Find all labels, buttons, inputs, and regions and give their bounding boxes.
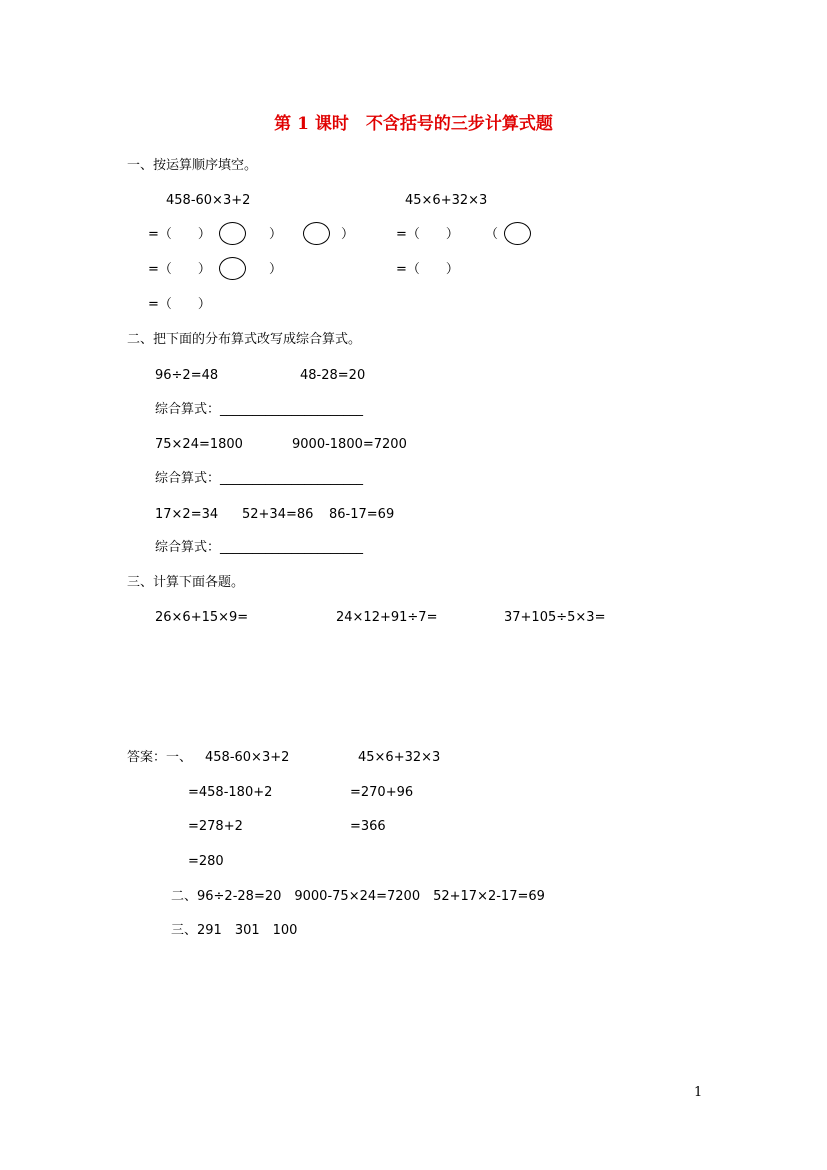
answer3: 三、291 301 100: [171, 923, 298, 938]
left-row2-paren: ）: [269, 262, 283, 277]
answer1-right-step2: =366: [350, 819, 386, 834]
problem-1: 26×6+15×9=: [155, 610, 249, 625]
section2-heading: 二、把下面的分布算式改写成综合算式。: [127, 332, 362, 347]
g1-step2: 48-28=20: [300, 368, 366, 383]
operator-circle: [303, 222, 330, 245]
left-row2-blank: =（ ）: [148, 262, 211, 277]
problem-3: 37+105÷5×3=: [504, 610, 606, 625]
operator-circle: [219, 222, 246, 245]
section3-heading: 三、计算下面各题。: [127, 575, 245, 590]
answer1-left-step2: =278+2: [188, 819, 243, 834]
g3-step1: 17×2=34: [155, 507, 219, 522]
left-row1-paren: ）: [269, 227, 283, 242]
answer1-left-expr: 458-60×3+2: [205, 750, 290, 765]
g3-step2: 52+34=86: [242, 507, 314, 522]
right-row1-paren: （: [485, 227, 499, 242]
section1-expr-right: 45×6+32×3: [405, 193, 488, 208]
g2-step1: 75×24=1800: [155, 437, 243, 452]
answers-label: 答案：一、: [127, 750, 193, 765]
operator-circle: [504, 222, 531, 245]
answer2: 二、96÷2-28=20 9000-75×24=7200 52+17×2-17=69: [171, 889, 545, 904]
page-number: 1: [694, 1085, 703, 1100]
left-row3-blank: =（ ）: [148, 297, 211, 312]
right-row2-blank: =（ ）: [396, 262, 459, 277]
g3-step3: 86-17=69: [329, 507, 395, 522]
problem-2: 24×12+91÷7=: [336, 610, 438, 625]
answer1-right-expr: 45×6+32×3: [358, 750, 441, 765]
combined-line-2: 综合算式：______________________: [155, 471, 364, 486]
page-title: 第 1 课时 不含括号的三步计算式题: [274, 114, 553, 134]
answer1-right-step1: =270+96: [350, 785, 414, 800]
right-row1-blank: =（ ）: [396, 227, 459, 242]
g1-step1: 96÷2=48: [155, 368, 219, 383]
section1-expr-left: 458-60×3+2: [166, 193, 251, 208]
left-row1-blank: =（ ）: [148, 227, 211, 242]
operator-circle: [219, 257, 246, 280]
combined-line-1: 综合算式：______________________: [155, 402, 364, 417]
left-row1-paren-2: ）: [341, 227, 355, 242]
g2-step2: 9000-1800=7200: [292, 437, 407, 452]
answer1-left-step3: =280: [188, 854, 224, 869]
answer1-left-step1: =458-180+2: [188, 785, 273, 800]
section1-heading: 一、按运算顺序填空。: [127, 158, 258, 173]
combined-line-3: 综合算式：______________________: [155, 540, 364, 555]
